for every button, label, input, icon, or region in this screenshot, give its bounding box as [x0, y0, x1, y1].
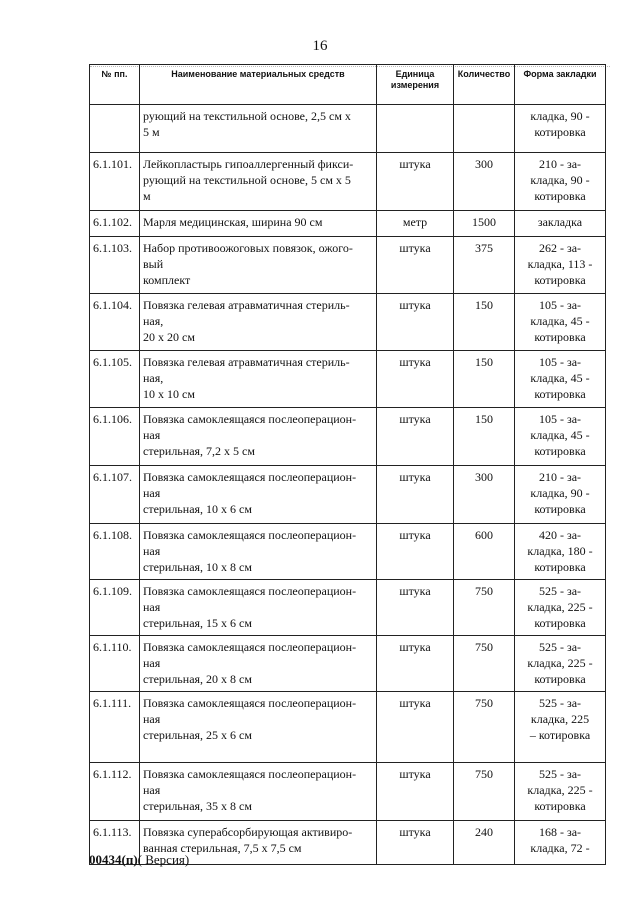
- cell-name: Повязка суперабсорбирующая активиро- ванная стерильная, 7,5 х 7,5 см: [140, 821, 377, 865]
- header-form: Форма закладки: [515, 65, 606, 105]
- cell-name: Повязка самоклеящаяся послеоперацион- ная стерильная, 10 х 6 см: [140, 466, 377, 524]
- cell-quantity: 750: [454, 763, 515, 821]
- cell-quantity: 240: [454, 821, 515, 865]
- cell-quantity: 150: [454, 408, 515, 466]
- cell-unit: штука: [377, 351, 454, 408]
- table-row: [90, 524, 606, 580]
- cell-number: 6.1.111.: [90, 692, 140, 763]
- cell-quantity: [454, 105, 515, 153]
- cell-quantity: 750: [454, 580, 515, 636]
- table-row: [90, 105, 606, 153]
- cell-unit: штука: [377, 466, 454, 524]
- cell-unit: штука: [377, 692, 454, 763]
- cell-name: Повязка гелевая атравматичная стериль- ная, 20 х 20 см: [140, 294, 377, 351]
- footer-version: ( Версия): [137, 852, 190, 867]
- document-footer: [89, 852, 189, 868]
- cell-number: [90, 105, 140, 153]
- cell-quantity: 150: [454, 351, 515, 408]
- table-row: [90, 580, 606, 636]
- cell-quantity: 150: [454, 294, 515, 351]
- cell-number: 6.1.103.: [90, 237, 140, 294]
- cell-name: Повязка самоклеящаяся послеоперацион- ная стерильная, 10 х 8 см: [140, 524, 377, 580]
- cell-form: 525 - за- кладка, 225 – котировка: [515, 692, 606, 763]
- cell-form: 262 - за- кладка, 113 - котировка: [515, 237, 606, 294]
- cell-form: 105 - за- кладка, 45 - котировка: [515, 408, 606, 466]
- table-row: [90, 237, 606, 294]
- table-header-row: [90, 65, 606, 105]
- cell-unit: штука: [377, 153, 454, 211]
- cell-quantity: 750: [454, 692, 515, 763]
- table-row: [90, 408, 606, 466]
- cell-unit: штука: [377, 524, 454, 580]
- cell-number: 6.1.112.: [90, 763, 140, 821]
- cell-form: 420 - за- кладка, 180 - котировка: [515, 524, 606, 580]
- cell-name: Повязка самоклеящаяся послеоперацион- ная стерильная, 20 х 8 см: [140, 636, 377, 692]
- table-row: [90, 466, 606, 524]
- materials-table: [89, 64, 606, 865]
- cell-name: Набор противоожоговых повязок, ожого- вый комплект: [140, 237, 377, 294]
- cell-number: 6.1.108.: [90, 524, 140, 580]
- cell-form: 105 - за- кладка, 45 - котировка: [515, 351, 606, 408]
- cell-name: Лейкопластырь гипоаллергенный фикси- рующий на текстильной основе, 5 см х 5 м: [140, 153, 377, 211]
- cell-form: кладка, 90 - котировка: [515, 105, 606, 153]
- cell-name: Повязка самоклеящаяся послеоперацион- ная стерильная, 35 х 8 см: [140, 763, 377, 821]
- cell-quantity: 300: [454, 153, 515, 211]
- header-number: № пп.: [90, 65, 140, 105]
- cell-quantity: 600: [454, 524, 515, 580]
- cell-form: 168 - за- кладка, 72 -: [515, 821, 606, 865]
- cell-unit: штука: [377, 237, 454, 294]
- header-name: Наименование материальных средств: [140, 65, 377, 105]
- cell-quantity: 1500: [454, 211, 515, 237]
- cell-number: 6.1.102.: [90, 211, 140, 237]
- cell-form: 105 - за- кладка, 45 - котировка: [515, 294, 606, 351]
- cell-unit: [377, 105, 454, 153]
- cell-number: 6.1.105.: [90, 351, 140, 408]
- cell-name: Марля медицинская, ширина 90 см: [140, 211, 377, 237]
- cell-unit: штука: [377, 821, 454, 865]
- cell-number: 6.1.101.: [90, 153, 140, 211]
- cell-form: 525 - за- кладка, 225 - котировка: [515, 763, 606, 821]
- cell-name: рующий на текстильной основе, 2,5 см х 5 м: [140, 105, 377, 153]
- cell-unit: метр: [377, 211, 454, 237]
- footer-code: 00434(п): [89, 852, 138, 867]
- header-unit: Единица измерения: [377, 65, 454, 105]
- cell-unit: штука: [377, 636, 454, 692]
- table-row: [90, 294, 606, 351]
- cell-number: 6.1.113.: [90, 821, 140, 865]
- header-quantity: Количество: [454, 65, 515, 105]
- cell-unit: штука: [377, 763, 454, 821]
- table-row: [90, 211, 606, 237]
- cell-number: 6.1.104.: [90, 294, 140, 351]
- cell-unit: штука: [377, 580, 454, 636]
- cell-form: 525 - за- кладка, 225 - котировка: [515, 636, 606, 692]
- cell-quantity: 750: [454, 636, 515, 692]
- cell-form: 210 - за- кладка, 90 - котировка: [515, 466, 606, 524]
- cell-name: Повязка самоклеящаяся послеоперацион- ная стерильная, 7,2 х 5 см: [140, 408, 377, 466]
- cell-name: Повязка самоклеящаяся послеоперацион- ная стерильная, 25 х 6 см: [140, 692, 377, 763]
- page-number: 16: [312, 38, 328, 54]
- cell-quantity: 300: [454, 466, 515, 524]
- cell-name: Повязка самоклеящаяся послеоперацион- ная стерильная, 15 х 6 см: [140, 580, 377, 636]
- table-body: [90, 105, 606, 865]
- cell-unit: штука: [377, 294, 454, 351]
- cell-number: 6.1.110.: [90, 636, 140, 692]
- cell-number: 6.1.109.: [90, 580, 140, 636]
- table-row: [90, 763, 606, 821]
- cell-quantity: 375: [454, 237, 515, 294]
- cell-form: 525 - за- кладка, 225 - котировка: [515, 580, 606, 636]
- cell-form: закладка: [515, 211, 606, 237]
- cell-form: 210 - за- кладка, 90 - котировка: [515, 153, 606, 211]
- cell-number: 6.1.107.: [90, 466, 140, 524]
- cell-unit: штука: [377, 408, 454, 466]
- table-row: [90, 351, 606, 408]
- table-row: [90, 636, 606, 692]
- table-row: [90, 692, 606, 763]
- table-row: [90, 153, 606, 211]
- cell-name: Повязка гелевая атравматичная стериль- ная, 10 х 10 см: [140, 351, 377, 408]
- cell-number: 6.1.106.: [90, 408, 140, 466]
